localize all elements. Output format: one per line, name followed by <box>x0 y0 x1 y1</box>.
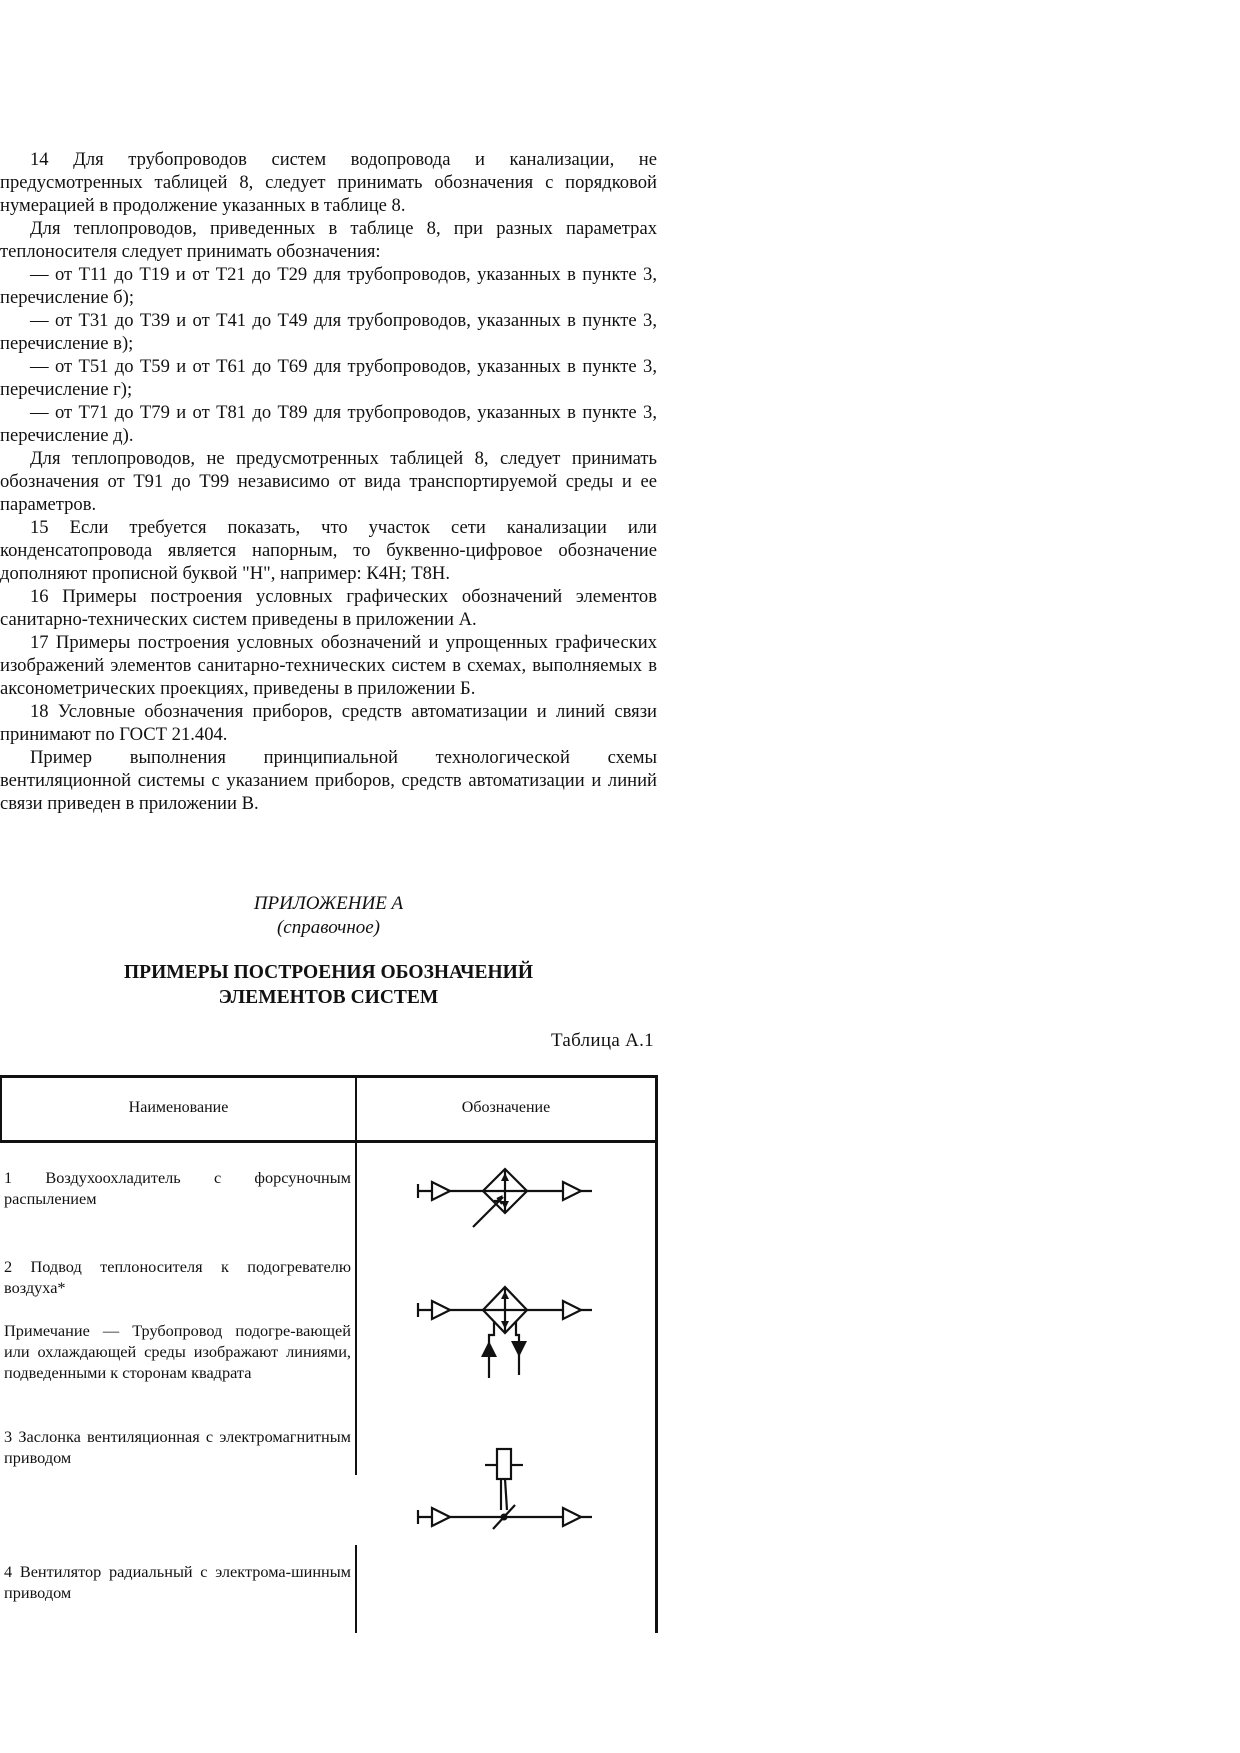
symbols-table <box>0 1075 658 1633</box>
table-border <box>655 1075 658 1633</box>
appendix-subtitle: (справочное) <box>276 917 380 938</box>
appendix-heading-line: ПРИМЕРЫ ПОСТРОЕНИЯ ОБОЗНАЧЕНИЙ <box>123 962 533 983</box>
table-row-name: 3 Заслонка вентиляционная с электромагнитным приводом <box>4 1427 351 1467</box>
appendix-heading-line: ЭЛЕМЕНТОВ СИСТЕМ <box>218 987 439 1008</box>
paragraph: 17 Примеры построения условных обозначений и упрощенных графических изображений элементов санитарно-технических систем в схемах, выполняемых в аксонометрических проекциях, приведены в приложении Б. <box>0 632 657 699</box>
table-border <box>0 1075 658 1078</box>
table-caption: Таблица А.1 <box>550 1030 654 1051</box>
paragraph: Для теплопроводов, не предусмотренных таблицей 8, следует принимать обозначения от Т91 до Т99 независимо от вида транспортируемой среды и ее параметров. <box>0 448 657 515</box>
list-item: — от Т51 до Т59 и от Т61 до Т69 для трубопроводов, указанных в пункте 3, перечисление г); <box>0 356 657 400</box>
body-text <box>0 148 657 815</box>
list-item: — от Т11 до Т19 и от Т21 до Т29 для трубопроводов, указанных в пункте 3, перечисление б); <box>0 264 657 308</box>
paragraph: Для теплопроводов, приведенных в таблице 8, при разных параметрах теплоносителя следует принимать обозначения: <box>0 218 657 262</box>
table-column-separator <box>355 1545 357 1633</box>
air-cooler-spray-symbol-icon <box>415 1167 600 1231</box>
list-item: — от Т71 до Т79 и от Т81 до Т89 для трубопроводов, указанных в пункте 3, перечисление д). <box>0 402 657 446</box>
list-item: — от Т31 до Т39 и от Т41 до Т49 для трубопроводов, указанных в пункте 3, перечисление в); <box>0 310 657 354</box>
paragraph: 16 Примеры построения условных графических обозначений элементов санитарно-технических систем приведены в приложении А. <box>0 586 657 630</box>
table-column-separator <box>355 1075 357 1475</box>
column-header-symbol: Обозначение <box>461 1099 551 1116</box>
paragraph: 18 Условные обозначения приборов, средств автоматизации и линий связи принимают по ГОСТ 21.404. <box>0 701 657 745</box>
table-header-separator <box>0 1140 658 1143</box>
paragraph: 14 Для трубопроводов систем водопровода и канализации, не предусмотренных таблицей 8, следует принимать обозначения с порядковой нумерацией в продолжение указанных в таблице 8. <box>0 149 657 216</box>
appendix-heading <box>0 960 657 1010</box>
damper-electromagnetic-symbol-icon <box>415 1443 600 1548</box>
column-header-name: Наименование <box>128 1099 229 1116</box>
paragraph: Пример выполнения принципиальной технологической схемы вентиляционной системы с указанием приборов, средств автоматизации и линий связи приведен в приложении В. <box>0 747 657 814</box>
table-row-note: Примечание — Трубопровод подогре-вающей или охлаждающей среды изображают линиями, подведенными к сторонам квадрата <box>4 1321 351 1382</box>
table-row-name: 1 Воздухоохладитель с форсуночным распылением <box>4 1168 351 1208</box>
paragraph: 15 Если требуется показать, что участок сети канализации или конденсатопровода является напорным, то буквенно-цифровое обозначение дополняют прописной буквой "Н", например: К4Н; Т8Н. <box>0 517 657 584</box>
table-row-name: 4 Вентилятор радиальный с электрома-шинным приводом <box>4 1562 351 1602</box>
table-row-name: 2 Подвод теплоносителя к подогревателю воздуха* <box>4 1257 351 1297</box>
appendix-title: ПРИЛОЖЕНИЕ А <box>253 893 404 914</box>
heater-supply-symbol-icon <box>415 1275 600 1385</box>
